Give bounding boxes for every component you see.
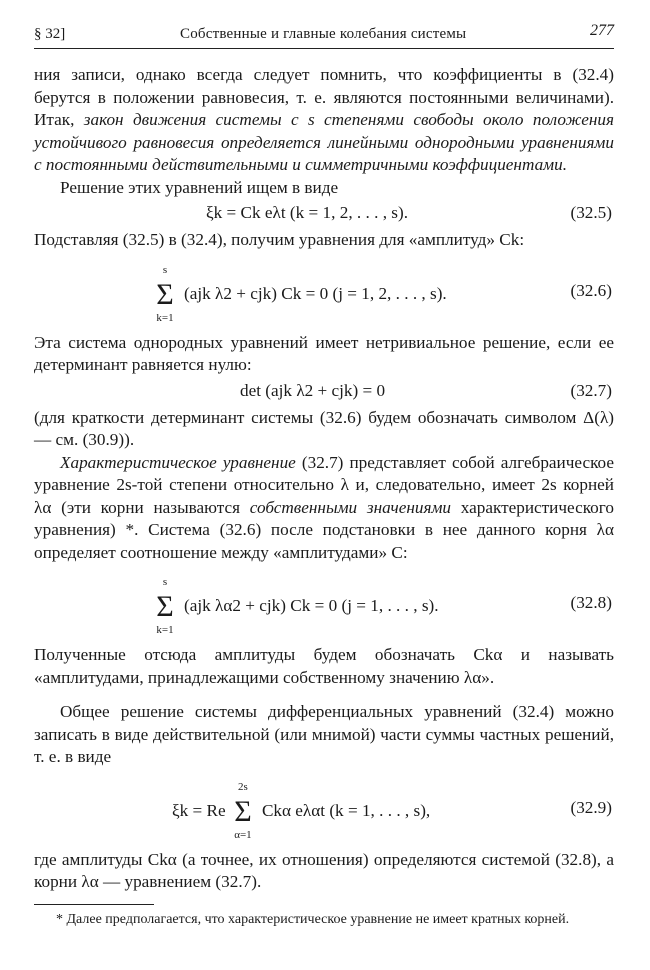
- footnote-rule: [34, 904, 154, 905]
- page-number: 277: [590, 22, 614, 39]
- equation-formula: Ckα eλαt (k = 1, . . . , s),: [261, 800, 431, 820]
- paragraph: Полученные отсюда амплитуды будем обозначать Ckα и называть «амплитудами, принадлежащими собственному значению λα».: [34, 645, 614, 687]
- equation-formula: ξk = Ck eλt (k = 1, 2, . . . , s).: [206, 203, 408, 222]
- section-marker: § 32]: [34, 26, 66, 42]
- equation-number: (32.9): [570, 797, 612, 817]
- paragraph: [34, 452, 614, 565]
- running-header: [34, 20, 614, 46]
- sum-sign: s Σ k=1: [152, 592, 178, 622]
- paragraph: Эта система однородных уравнений имеет нетривиальное решение, если ее детерминант равняется нулю:: [34, 332, 614, 374]
- paragraph: (для краткости детерминант системы (32.6) будем обозначать символом Δ(λ) — см. (30.9)).: [34, 407, 614, 449]
- paragraph-text: характеристического уравнения) *. Система (32.6) после подстановки в нее данного корня λα определяет соотношение между «амплитудами» C:: [34, 497, 614, 562]
- sum-lower-limit: k=1: [156, 624, 174, 636]
- equation-number: (32.6): [570, 280, 612, 300]
- paragraph: Решение этих уравнений ищем в виде: [60, 177, 339, 197]
- spacer: [34, 689, 614, 701]
- equation-number: (32.7): [570, 380, 612, 400]
- header-rule: [34, 48, 614, 49]
- sum-lower-limit: k=1: [156, 311, 174, 324]
- sum-upper-limit: s: [162, 263, 168, 276]
- equation-formula-wrap: [152, 263, 447, 324]
- equation-number: (32.8): [570, 593, 612, 612]
- page-body: [34, 64, 614, 929]
- equation-32-5: [34, 199, 614, 229]
- paragraph-text: (32.7) представляет собой алгебраическое уравнение 2s-той степени относительно λ и, следовательно, имеет 2s корней λα (эти корни называются: [34, 452, 614, 517]
- sum-lower-limit: α=1: [234, 828, 252, 841]
- equation-formula: det (ajk λ2 + cjk) = 0: [240, 380, 386, 400]
- equation-number: (32.5): [570, 203, 612, 222]
- footnote: * Далее предполагается, что характеристическое уравнение не имеет кратных корней.: [56, 911, 570, 927]
- equation-32-6: [34, 252, 614, 332]
- paragraph-text: ния записи, однако всегда следует помнить, что коэффициенты в (32.4) берутся в положении равновесия, т. е. являются постоянными величинами). Итак,: [34, 65, 614, 129]
- sum-upper-limit: s: [162, 576, 168, 588]
- paragraph-italic: Характеристическое уравнение: [60, 452, 296, 472]
- sum-sign: 2s Σ α=1: [230, 797, 256, 827]
- equation-32-7: [34, 377, 614, 407]
- paragraph: где амплитуды Ckα (а точнее, их отношения) определяются системой (32.8), а корни λα — уравнением (32.7).: [34, 849, 614, 891]
- paragraph-italic: закон движения системы с s степенями свободы около положения устойчивого равновесия определяется линейными однородными уравнениями с постоянными действительными и симметричными коэффициентами.: [34, 110, 614, 174]
- equation-formula-wrap: [152, 576, 439, 636]
- equation-32-9: [34, 769, 614, 849]
- equation-formula: (ajk λα2 + cjk) Ck = 0 (j = 1, . . . , s).: [184, 595, 439, 615]
- paragraph-italic: собственными значениями: [249, 497, 452, 517]
- equation-formula-wrap: [172, 780, 431, 841]
- sum-sign: s Σ k=1: [152, 280, 178, 310]
- equation-formula: (ajk λ2 + cjk) Ck = 0 (j = 1, 2, . . . , s).: [184, 283, 447, 303]
- paragraph: Подставляя (32.5) в (32.4), получим уравнения для «амплитуд» Ck:: [34, 230, 525, 249]
- page: [34, 20, 614, 927]
- paragraph: Общее решение системы дифференциальных уравнений (32.4) можно записать в виде действительной (или мнимой) части суммы частных решений, т. е. в виде: [34, 702, 614, 766]
- equation-lhs: ξk = Re: [172, 800, 226, 820]
- sum-upper-limit: 2s: [238, 780, 248, 793]
- equation-32-8: [34, 564, 614, 644]
- running-title: Собственные и главные колебания системы: [180, 26, 467, 42]
- paragraph: [34, 64, 614, 177]
